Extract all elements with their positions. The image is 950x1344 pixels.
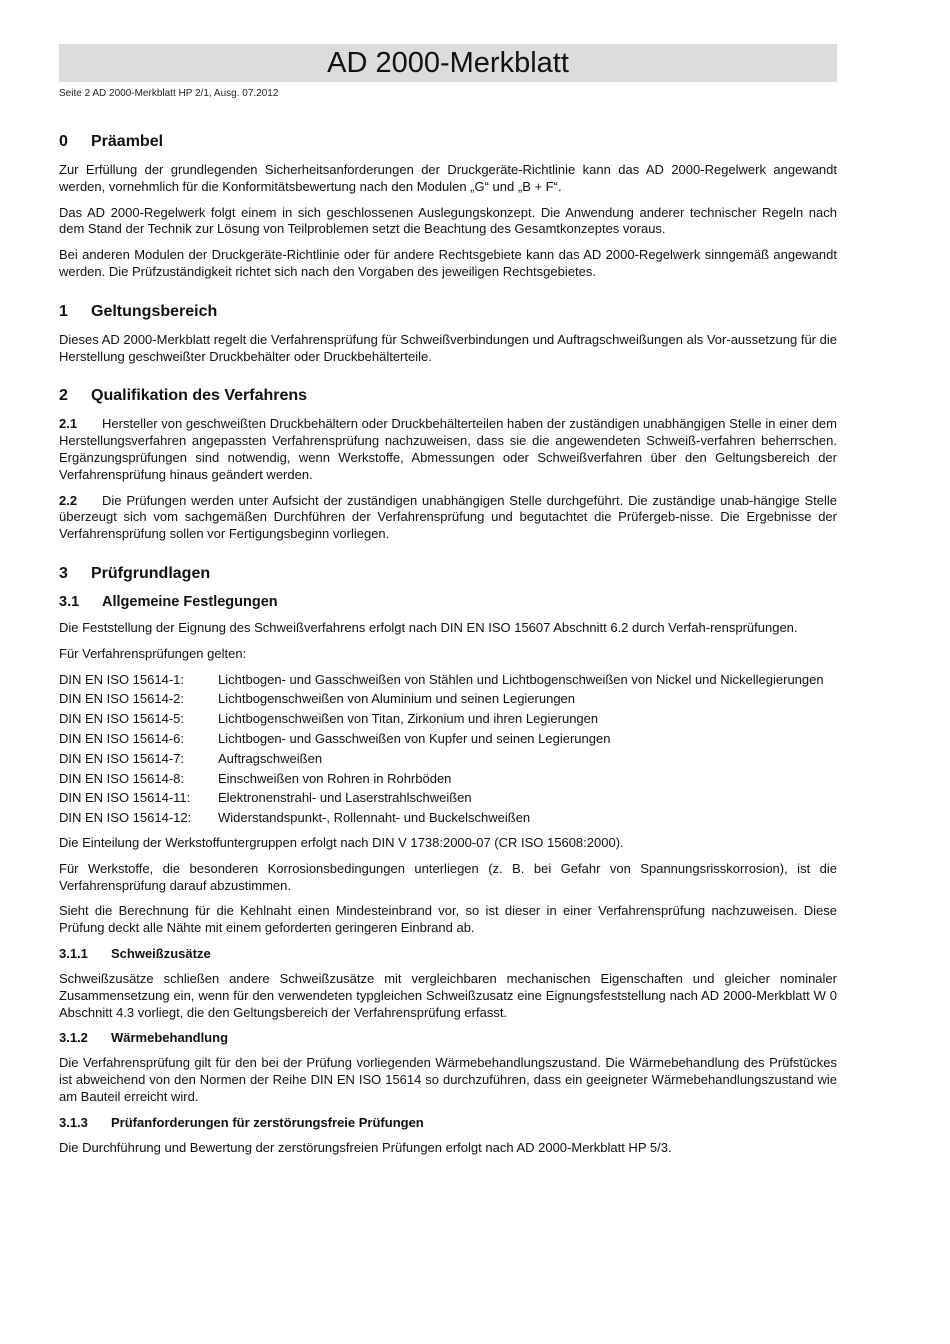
list-item: DIN EN ISO 15614-12: Widerstandspunkt-, Rollennaht- und Buckelschweißen <box>59 810 531 826</box>
list-item: DIN EN ISO 15614-11: Elektronenstrahl- und Laserstrahlschweißen <box>59 790 472 806</box>
paragraph: Sieht die Berechnung für die Kehlnaht einen Mindesteinbrand vor, so ist dieser in einer Verfahrensprüfung nachzuweisen. Diese Prüfung deckt alle Nähte mit einem geforderten geringeren Einbrand ab. <box>59 903 837 936</box>
paragraph: 2.2 Die Prüfungen werden unter Aufsicht der zuständigen unabhängigen Stelle durchgeführt. Die zuständige unab-hängige Stelle überzeugt sich vom sachgemäßen Durchführen der Verfahrensprüfung und begutachtet die Prüfergeb-nisse. Die Ergebnisse der Verfahrensprüfung sollen vor Fertigungsbeginn vorliegen. <box>59 492 837 542</box>
list-item: DIN EN ISO 15614-7: Auftragschweißen <box>59 750 323 766</box>
paragraph: Für Werkstoffe, die besonderen Korrosionsbedingungen unterliegen (z. B. bei Gefahr von Spannungsrisskorrosion), ist die Verfahrensprüfung darauf abzustimmen. <box>59 860 837 893</box>
paragraph: Die Verfahrensprüfung gilt für den bei der Prüfung vorliegenden Wärmebehandlungszustand. Die Wärmebehandlung des Prüfstückes ist abweichend von den Normen der Reihe DIN EN ISO 15614 so durchzuführen, dass ein geeigneter Wärmebehandlungszustand wie am Bauteil erreicht wird. <box>59 1055 837 1104</box>
paragraph: Das AD 2000-Regelwerk folgt einem in sich geschlossenen Auslegungskonzept. Die Anwendung anderer technischer Regeln nach dem Stand der Technik zur Lösung von Teilproblemen setzt die Beachtung des Gesamtkonzeptes voraus. <box>59 204 837 237</box>
section-3 <box>59 565 837 1157</box>
paragraph: Dieses AD 2000-Merkblatt regelt die Verfahrensprüfung für Schweißverbindungen und Auftragschweißungen als Vor-aussetzung für die Herstellung geschweißter Druckbehälter oder Druckbehälterteile. <box>59 331 837 364</box>
document-page <box>59 44 837 1165</box>
paragraph: Zur Erfüllung der grundlegenden Sicherheitsanforderungen der Druckgeräte-Richtlinie kann das AD 2000-Regelwerk angewandt werden, vornehmlich für die Konformitätsbewertung nach den Modulen „G“ und „B + F“. <box>59 162 837 194</box>
section-heading: 2 Qualifikation des Verfahrens <box>59 387 308 405</box>
list-item: DIN EN ISO 15614-8: Einschweißen von Rohren in Rohrböden <box>59 770 452 786</box>
subsection-heading: 3.1 Allgemeine Festlegungen <box>59 593 278 610</box>
document-banner <box>59 44 837 82</box>
section-1 <box>59 303 837 366</box>
subsubsection-heading: 3.1.3 Prüfanforderungen für zerstörungsfreie Prüfungen <box>59 1114 424 1130</box>
paragraph: Die Feststellung der Eignung des Schweißverfahrens erfolgt nach DIN EN ISO 15607 Abschnitt 6.2 durch Verfah-rensprüfungen. <box>59 619 798 635</box>
section-0 <box>59 133 837 281</box>
subsubsection-heading: 3.1.2 Wärmebehandlung <box>59 1030 229 1046</box>
list-item: DIN EN ISO 15614-2: Lichtbogenschweißen von Aluminium und seinen Legierungen <box>59 691 576 707</box>
section-heading: 1 Geltungsbereich <box>59 302 218 320</box>
standards-list <box>59 672 837 830</box>
subsubsection-heading: 3.1.1 Schweißzusätze <box>59 945 211 961</box>
paragraph: Bei anderen Modulen der Druckgeräte-Richtlinie oder für andere Rechtsgebiete kann das AD 2000-Regelwerk sinngemäß angewandt werden. Die Prüfzuständigkeit richtet sich nach den Vorgaben des jeweiligen Rechtsgebietes. <box>59 247 837 279</box>
paragraph: 2.1 Hersteller von geschweißten Druckbehältern oder Druckbehälterteilen haben der zuständigen unabhängigen Stelle in einer dem Herstellungsverfahren angepassten Verfahrensprüfung nachzuweisen, dass sie die angewendeten Schweiß-verfahren beherrschen. Ergänzungsprüfungen sind notwendig, wenn Werkstoffe, Abmessungen oder Schweißverfahren über den Geltungsbereich der Verfahrensprüfung hinaus geändert werden. <box>59 416 837 482</box>
paragraph-number: 2.2 <box>59 492 78 508</box>
paragraph: Die Einteilung der Werkstoffuntergruppen erfolgt nach DIN V 1738:2000-07 (CR ISO 15608:2000). <box>59 834 624 850</box>
paragraph: Schweißzusätze schließen andere Schweißzusätze mit vergleichbaren mechanischen Eigenschaften und gleicher nominaler Zusammensetzung ein, wenn für den verwendeten typgleichen Schweißzusatz eine Eignungsfeststellung nach AD 2000-Merkblatt W 0 Abschnitt 4.3 vorliegt, die den Geltungsbereich der Verfahrensprüfung erfasst. <box>59 970 837 1020</box>
paragraph: Für Verfahrensprüfungen gelten: <box>59 645 247 661</box>
list-item: DIN EN ISO 15614-1: Lichtbogen- und Gasschweißen von Stählen und Lichtbogenschweißen von Nickel und Nickellegierungen <box>59 671 824 687</box>
list-item: DIN EN ISO 15614-5: Lichtbogenschweißen von Titan, Zirkonium und ihren Legierungen <box>59 711 599 727</box>
banner-title: AD 2000-Merkblatt <box>327 47 569 79</box>
section-2 <box>59 387 837 543</box>
section-heading: 0 Präambel <box>59 133 164 150</box>
page-reference: Seite 2 AD 2000-Merkblatt HP 2/1, Ausg. 07.2012 <box>59 88 279 99</box>
paragraph: Die Durchführung und Bewertung der zerstörungsfreien Prüfungen erfolgt nach AD 2000-Merkblatt HP 5/3. <box>59 1139 672 1155</box>
paragraph-number: 2.1 <box>59 416 78 432</box>
list-item: DIN EN ISO 15614-6: Lichtbogen- und Gasschweißen von Kupfer und seinen Legierungen <box>59 730 611 746</box>
section-heading: 3 Prüfgrundlagen <box>59 564 211 582</box>
